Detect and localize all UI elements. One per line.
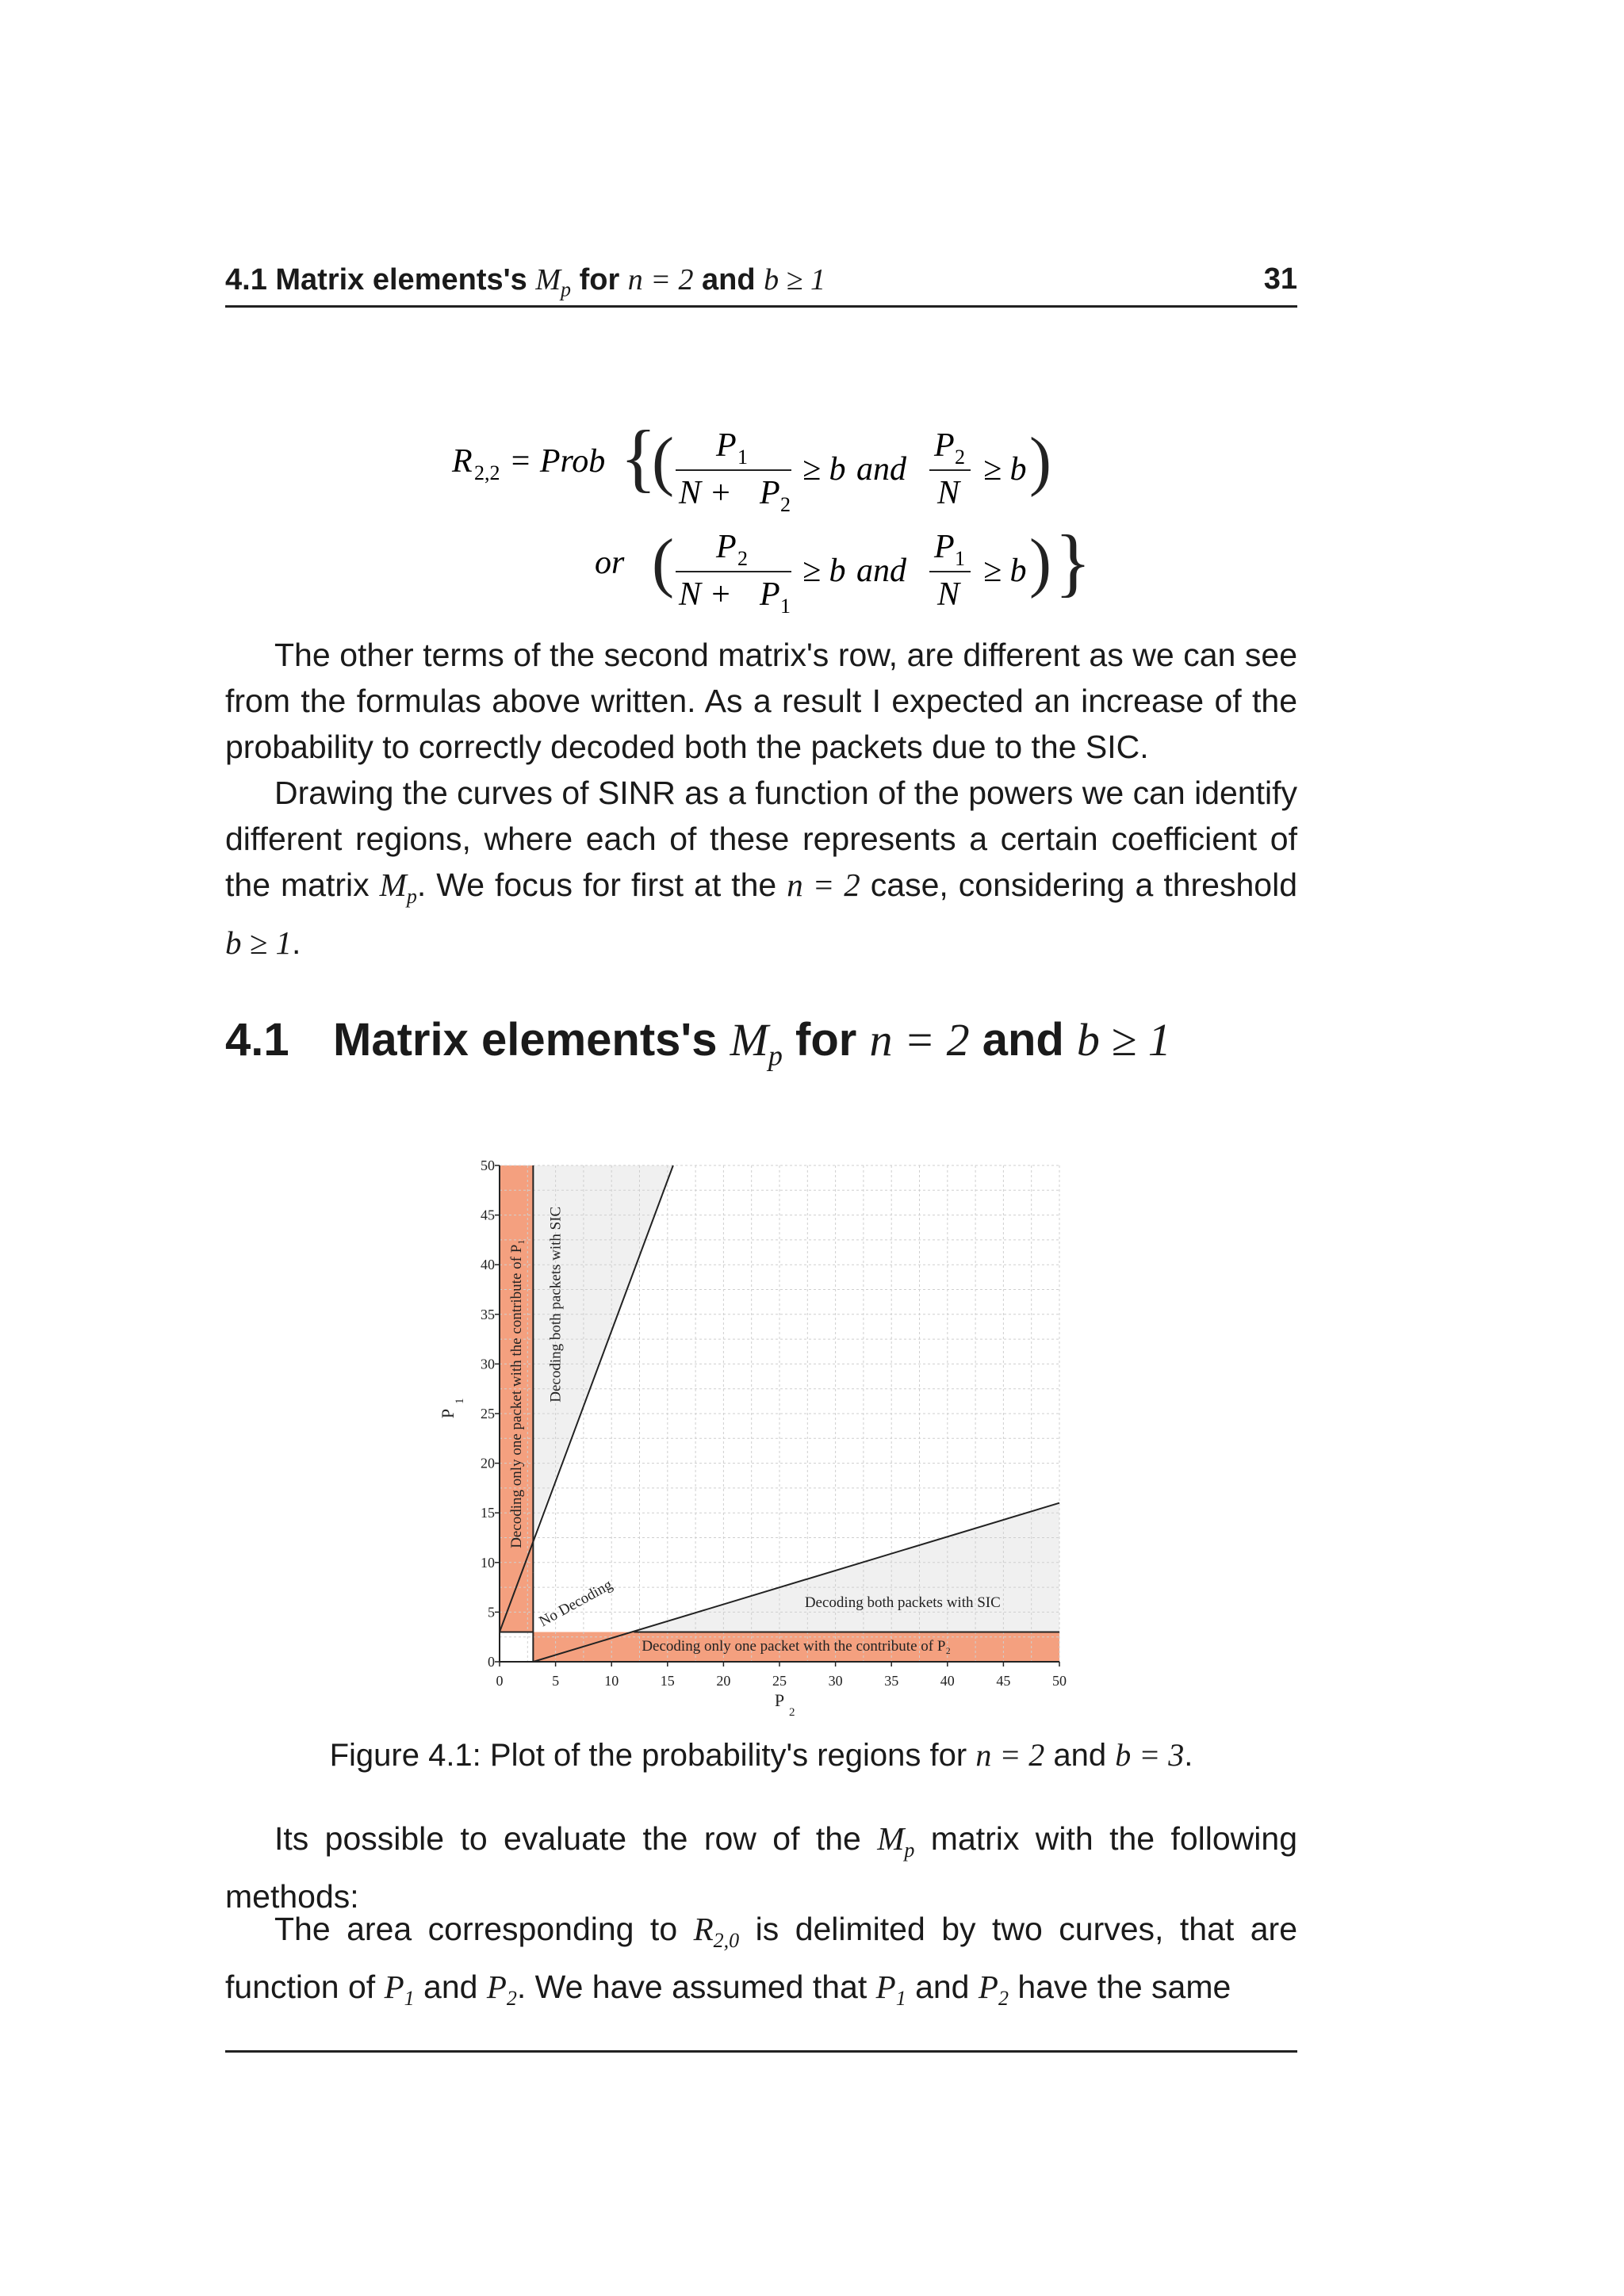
- label-sic-lower: Decoding both packets with SIC: [804, 1594, 1001, 1612]
- x-tick-label: 0: [496, 1673, 504, 1689]
- region-corner: [500, 1632, 533, 1662]
- svg-text:P: P: [760, 576, 780, 613]
- y-tick-label: 50: [481, 1158, 495, 1173]
- svg-text:N: N: [937, 475, 960, 511]
- y-tick-label: 40: [481, 1257, 495, 1273]
- paragraph-2: Drawing the curves of SINR as a function of the powers we can identify different regions, where each of these represents a certain coefficient of the matrix $M_p$. We focus for first at the n = 2 case, considering a threshold b ≥ 1.: [225, 775, 1298, 962]
- running-head: [225, 259, 1297, 308]
- svg-text:and: and: [856, 553, 906, 589]
- svg-text:2: 2: [955, 446, 965, 469]
- region-plot: [428, 1150, 1110, 1720]
- svg-text:≥ b: ≥ b: [802, 451, 846, 488]
- x-axis-label: P: [774, 1690, 785, 1710]
- svg-text:(: (: [652, 424, 674, 498]
- y-tick-label: 0: [488, 1654, 495, 1670]
- svg-text:P: P: [760, 475, 780, 511]
- paragraph-1: The other terms of the second matrix's row, are different as we can see from the formulas above written. As a result I expected an increase of the probability to correctly decoded both the packets due to the SIC.: [225, 637, 1297, 765]
- x-tick-label: 35: [884, 1673, 899, 1689]
- svg-text:P: P: [716, 427, 737, 464]
- y-axis-label-sub: 1: [454, 1398, 466, 1404]
- label-p2-only: Decoding only one packet with the contribute of P₂: [642, 1638, 952, 1655]
- svg-text:and: and: [856, 451, 906, 488]
- y-tick-label: 10: [481, 1554, 495, 1571]
- svg-text:): ): [1029, 526, 1051, 599]
- svg-text:}: }: [1055, 519, 1092, 604]
- section-number: 4.1: [225, 1014, 289, 1066]
- x-tick-label: 10: [604, 1673, 619, 1689]
- x-tick-label: 40: [940, 1673, 955, 1689]
- svg-text:P: P: [934, 427, 955, 464]
- y-tick-label: 35: [481, 1306, 495, 1322]
- x-tick-label: 50: [1052, 1673, 1067, 1689]
- label-p1-only: Decoding only one packet with the contribute of P₁: [508, 1239, 526, 1548]
- svg-text:R: R: [452, 443, 473, 480]
- svg-text:2: 2: [780, 493, 791, 516]
- y-axis-label: P: [438, 1408, 458, 1419]
- svg-text:1: 1: [737, 446, 748, 469]
- y-tick-label: 45: [481, 1207, 495, 1223]
- section-title: Matrix elements's $M_p$ for n = 2 and b ≥ 1: [333, 1014, 1171, 1072]
- svg-text:≥ b: ≥ b: [983, 451, 1027, 488]
- equation-svg: [444, 416, 1094, 614]
- page-number: 31: [1263, 262, 1297, 296]
- x-tick-label: 30: [828, 1673, 843, 1689]
- svg-text:2: 2: [737, 547, 748, 570]
- svg-text:= Prob: = Prob: [509, 443, 606, 480]
- x-tick-label: 25: [772, 1673, 787, 1689]
- paragraph-3: Its possible to evaluate the row of the $M_p$ matrix with the following methods:: [225, 1820, 1297, 1915]
- label-sic-upper: Decoding both packets with SIC: [547, 1206, 565, 1402]
- svg-text:≥ b: ≥ b: [802, 553, 846, 589]
- footer-rule: [225, 2050, 1297, 2053]
- svg-text:2,2: 2,2: [474, 461, 500, 484]
- y-tick-label: 25: [481, 1406, 495, 1422]
- svg-text:N +: N +: [679, 475, 732, 511]
- label-no-decoding: No Decoding: [536, 1576, 615, 1631]
- svg-text:P: P: [934, 529, 955, 565]
- x-tick-label: 20: [716, 1673, 731, 1689]
- svg-text:N +: N +: [679, 576, 732, 613]
- equation-r22: [444, 416, 1094, 614]
- paragraph-4: The area corresponding to $R_{2,0}$ is delimited by two curves, that are function of $P_1$ and $P_2$. We have assumed that $P_1$ and $P_2$ have the same: [225, 1911, 1297, 2011]
- x-tick-label: 5: [552, 1673, 560, 1689]
- svg-text:{: {: [620, 416, 657, 499]
- x-axis-label-sub: 2: [789, 1706, 795, 1719]
- x-tick-label: 45: [996, 1673, 1011, 1689]
- svg-text:1: 1: [780, 595, 791, 614]
- svg-text:1: 1: [955, 547, 965, 570]
- svg-text:): ): [1029, 424, 1051, 498]
- svg-text:P: P: [716, 529, 737, 565]
- y-tick-label: 15: [481, 1505, 495, 1521]
- y-tick-label: 20: [481, 1455, 495, 1471]
- running-head-title: 4.1 Matrix elements's $M_p$ for n = 2 and b ≥ 1: [225, 263, 825, 301]
- svg-text:or: or: [595, 545, 625, 581]
- svg-text:N: N: [937, 576, 960, 613]
- svg-text:(: (: [652, 526, 674, 599]
- svg-text:≥ b: ≥ b: [983, 553, 1027, 589]
- y-tick-label: 5: [488, 1604, 495, 1621]
- figure-4-1: [428, 1150, 1110, 1720]
- y-tick-label: 30: [481, 1356, 495, 1372]
- figure-caption: Figure 4.1: Plot of the probability's regions for n = 2 and b = 3.: [329, 1737, 1193, 1773]
- x-tick-label: 15: [660, 1673, 675, 1689]
